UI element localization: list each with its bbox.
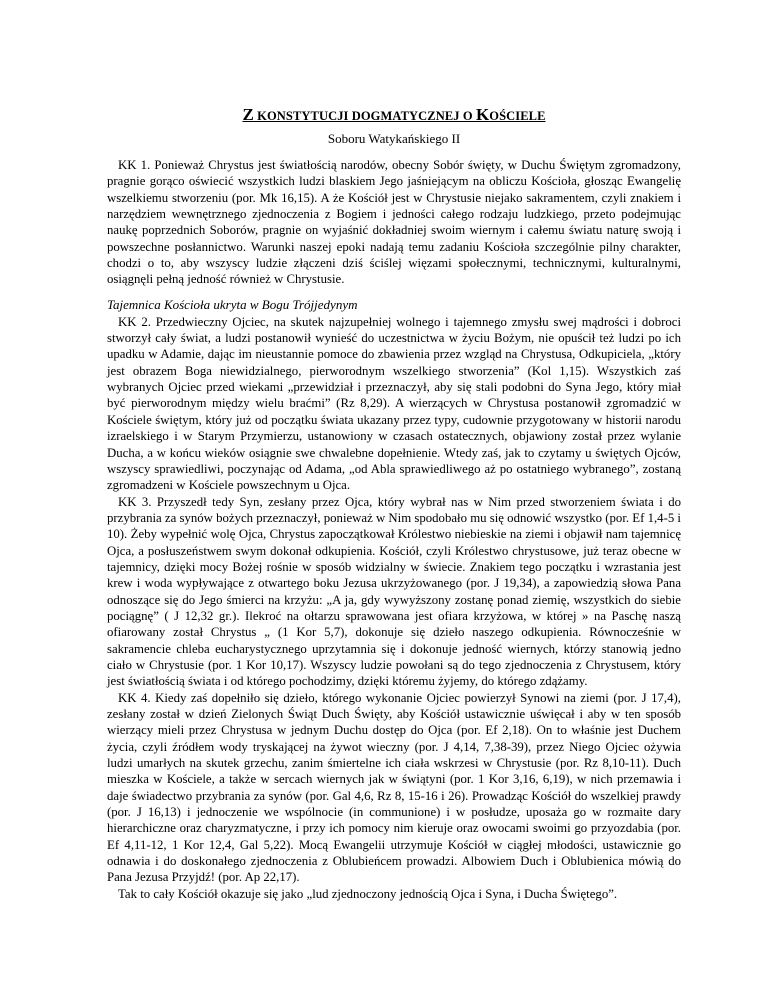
title-initial-k: K xyxy=(475,105,490,124)
title-part-2: OŚCIELE xyxy=(489,109,546,123)
document-title xyxy=(107,105,681,125)
section-heading: Tajemnica Kościoła ukryta w Bogu Trójjedynym xyxy=(107,296,358,312)
paragraph-kk2: KK 2. Przedwieczny Ojciec, na skutek najzupełniej wolnego i tajemnego zmysłu swej mądrości i dobroci stworzył cały świat, a ludzi postanowił wynieść do uczestnictwa w życiu Bożym, nie opuścił też ludzi po ich upadku w Adamie, dając im nieustannie pomoce do zbawienia przez wzgląd na Chrystusa, Odkupiciela, „który jest obrazem Boga niewidzialnego, pierworodnym wszelkiego stworzenia” (Kol 1,15). Wszystkich zaś wybranych Ojciec przed wiekami „przewidział i przeznaczył, aby się stali podobni do Syna Jego, który miał być pierworodnym między wielu braćmi” (Rz 8,29). A wierzących w Chrystusa postanowił zgromadzić w Kościele świętym, który już od początku świata ukazany przez typy, cudownie przygotowany w historii narodu izraelskiego i w Starym Przymierzu, ustanowiony w czasach ostatecznych, objawiony został przez wylanie Ducha, a w końcu wieków osiągnie swe chwalebne dopełnienie. Wtedy zaś, jak to czytamy u świętych Ojców, wszyscy sprawiedliwi, poczynając od Adama, „od Abla sprawiedliwego aż po ostatniego wybranego”, zostaną zgromadzeni w Kościele powszechnym u Ojca. xyxy=(107,314,681,493)
title-part-1: KONSTYTUCJI DOGMATYCZNEJ O xyxy=(253,109,476,123)
document-subtitle: Soboru Watykańskiego II xyxy=(327,131,461,146)
paragraph-closing: Tak to cały Kościół okazuje się jako „lud zjednoczony jednością Ojca i Syna, i Ducha Świętego”. xyxy=(118,886,618,901)
paragraph-kk3: KK 3. Przyszedł tedy Syn, zesłany przez Ojca, który wybrał nas w Nim przed stworzeniem świata i do przybrania za synów bożych przeznaczył, ponieważ w Nim spodobało mu się odnowić wszystko (por. Ef 1,4-5 i 10). Żeby wypełnić wolę Ojca, Chrystus zapoczątkował Królestwo niebieskie na ziemi i objawił nam tajemnicę Ojca, a posłuszeństwem swym dokonał odkupienia. Kościół, czyli Królestwo chrystusowe, już teraz obecne w tajemnicy, dzięki mocy Bożej rośnie w sposób widzialny w świecie. Znakiem tego początku i wzrastania jest krew i woda wypływające z otwartego boku Jezusa ukrzyżowanego (por. J 19,34), a zapowiedzią słowa Pana odnoszące się do Jego śmierci na krzyżu: „A ja, gdy wywyższony zostanę ponad ziemię, wszystkich do siebie pociągnę” ( J 12,32 gr.). Ilekroć na ołtarzu sprawowana jest ofiara krzyżowa, w której » na Paschę naszą ofiarowany został Chrystus „ (1 Kor 5,7), dokonuje się dzieło naszego odkupienia. Równocześnie w sakramencie chleba eucharystycznego uprzytamnia się i dokonuje jedność wiernych, którzy stanowią jedno ciało w Chrystusie (por. 1 Kor 10,17). Wszyscy ludzie powołani są do tego zjednoczenia z Chrystusem, który jest światłością świata i od którego pochodzimy, dzięki któremu żyjemy, do którego zdążamy. xyxy=(107,494,681,689)
paragraph-kk1: KK 1. Ponieważ Chrystus jest światłością narodów, obecny Sobór święty, w Duchu Świętym zgromadzony, pragnie gorąco oświecić wszystkich ludzi blaskiem Jego jaśniejącym na obliczu Kościoła, głosząc Ewangelię wszelkiemu stworzeniu (por. Mk 16,15). A że Kościół jest w Chrystusie niejako sakramentem, czyli znakiem i narzędziem wewnętrznego zjednoczenia z Bogiem i jedności całego rodzaju ludzkiego, przeto podejmując naukę poprzednich Soborów, pragnie on wyjaśnić dokładniej swoim wiernym i całemu światu naturę swoją i powszechne posłannictwo. Warunki naszej epoki nadają temu zadaniu Kościoła szczególnie pilny charakter, chodzi o to, aby wszyscy ludzie złączeni dziś ściślej więzami społecznymi, technicznymi, kulturalnymi, osiągnęli pełną jedność również w Chrystusie. xyxy=(107,158,681,287)
paragraph-kk4: KK 4. Kiedy zaś dopełniło się dzieło, którego wykonanie Ojciec powierzył Synowi na ziemi (por. J 17,4), zesłany został w dzień Zielonych Świąt Duch Święty, aby Kościół ustawicznie uświęcał i aby w ten sposób wierzący mieli przez Chrystusa w jednym Duchu dostęp do Ojca (por. Ef 2,18). On to właśnie jest Duchem życia, czyli źródłem wody tryskającej na żywot wieczny (por. J 4,14, 7,38-39), przez Niego Ojciec ożywia ludzi umarłych na skutek grzechu, zanim śmiertelne ich ciała wskrzesi w Chrystusie (por. Rz 8,10-11). Duch mieszka w Kościele, a także w sercach wiernych jak w świątyni (por. 1 Kor 3,16, 6,19), w nich przemawia i daje świadectwo przybrania za synów (por. Gal 4,6, Rz 8, 15-16 i 26). Prowadząc Kościół do wszelkiej prawdy (por. J 16,13) i jednoczenie we wspólnocie (in communione) i w posłudze, uposaża go w rozmaite dary hierarchiczne oraz charyzmatyczne, i przy ich pomocy nim kieruje oraz owocami swoimi go przyozdabia (por. Ef 4,11-12, 1 Kor 12,4, Gal 5,22). Mocą Ewangelii utrzymuje Kościół w ciągłej młodości, ustawicznie go odnawia i do doskonałego zjednoczenia z Oblubieńcem prowadzi. Albowiem Duch i Oblubienica mówią do Pana Jezusa Przyjdź! (por. Ap 22,17). xyxy=(107,690,681,885)
title-initial-z: Z xyxy=(242,105,254,124)
